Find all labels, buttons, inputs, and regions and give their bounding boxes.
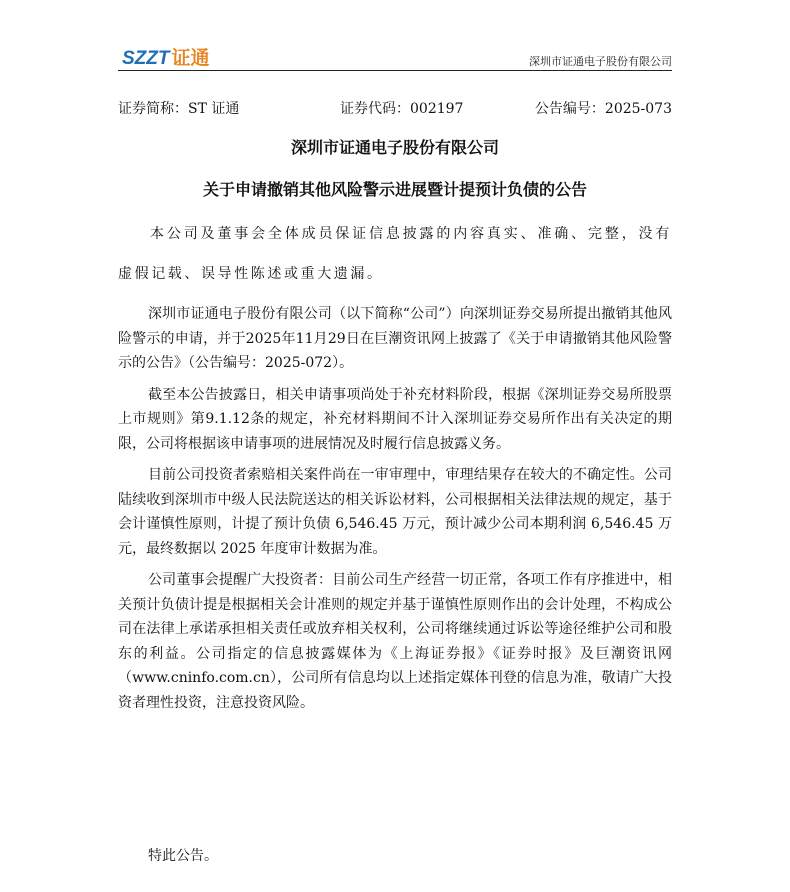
security-code: 证券代码：002197 <box>340 101 464 117</box>
logo-latin: SZZT <box>122 48 170 69</box>
header-company-name: 深圳市证通电子股份有限公司 <box>529 55 672 68</box>
body-paragraph: 公司董事会提醒广大投资者：目前公司生产经营一切正常，各项工作有序推进中，相关预计负债计提是根据相关会计准则的规定并基于谨慎性原则作出的会计处理，不构成公司在法律上承诺承担相关责任或放弃相关权利，公司将继续通过诉讼等途径维护公司和股东的利益。公司指定的信息披露媒体为《上海证券报》《证券时报》及巨潮资讯网（www.cninfo.com.cn），公司所有信息均以上述指定媒体刊登的信息为准，敬请广大投资者理性投资，注意投资风险。 <box>118 572 672 711</box>
document-company-title: 深圳市证通电子股份有限公司 <box>290 138 499 157</box>
notice-number: 公告编号：2025-073 <box>534 101 672 117</box>
closing-remark: 特此公告。 <box>148 848 218 864</box>
security-info-line <box>118 98 672 118</box>
notice-body <box>118 302 672 722</box>
body-paragraph: 深圳市证通电子股份有限公司（以下简称“公司”）向深圳证券交易所提出撤销其他风险警示的申请，并于2025年11月29日在巨潮资讯网上披露了《关于申请撤销其他风险警示的公告》（公告编号：2025-072）。 <box>118 306 672 371</box>
board-statement: 本公司及董事会全体成员保证信息披露的内容真实、准确、完整，没有虚假记载、误导性陈述或重大遗漏。 <box>118 226 672 282</box>
body-paragraph: 目前公司投资者索赔相关案件尚在一审审理中，审理结果存在较大的不确定性。公司陆续收到深圳市中级人民法院送达的相关诉讼材料，公司根据相关法律法规的规定，基于会计谨慎性原则，计提了预计负债 6,546.45 万元，预计减少公司本期利润 6,546.45 万元，最终数据以 2025 年度审计数据为准。 <box>118 467 672 557</box>
logo-chinese: 证通 <box>171 48 210 69</box>
document-notice-title: 关于申请撤销其他风险警示进展暨计提预计负债的公告 <box>202 180 587 199</box>
company-logo <box>122 49 210 69</box>
page-header <box>118 46 672 71</box>
body-paragraph: 截至本公告披露日，相关申请事项尚处于补充材料阶段，根据《深圳证券交易所股票上市规则》第9.1.12条的规定，补充材料期间不计入深圳证券交易所作出有关决定的期限，公司将根据该申请事项的进展情况及时履行信息披露义务。 <box>118 386 672 452</box>
security-abbreviation: 证券简称：ST 证通 <box>118 101 240 117</box>
